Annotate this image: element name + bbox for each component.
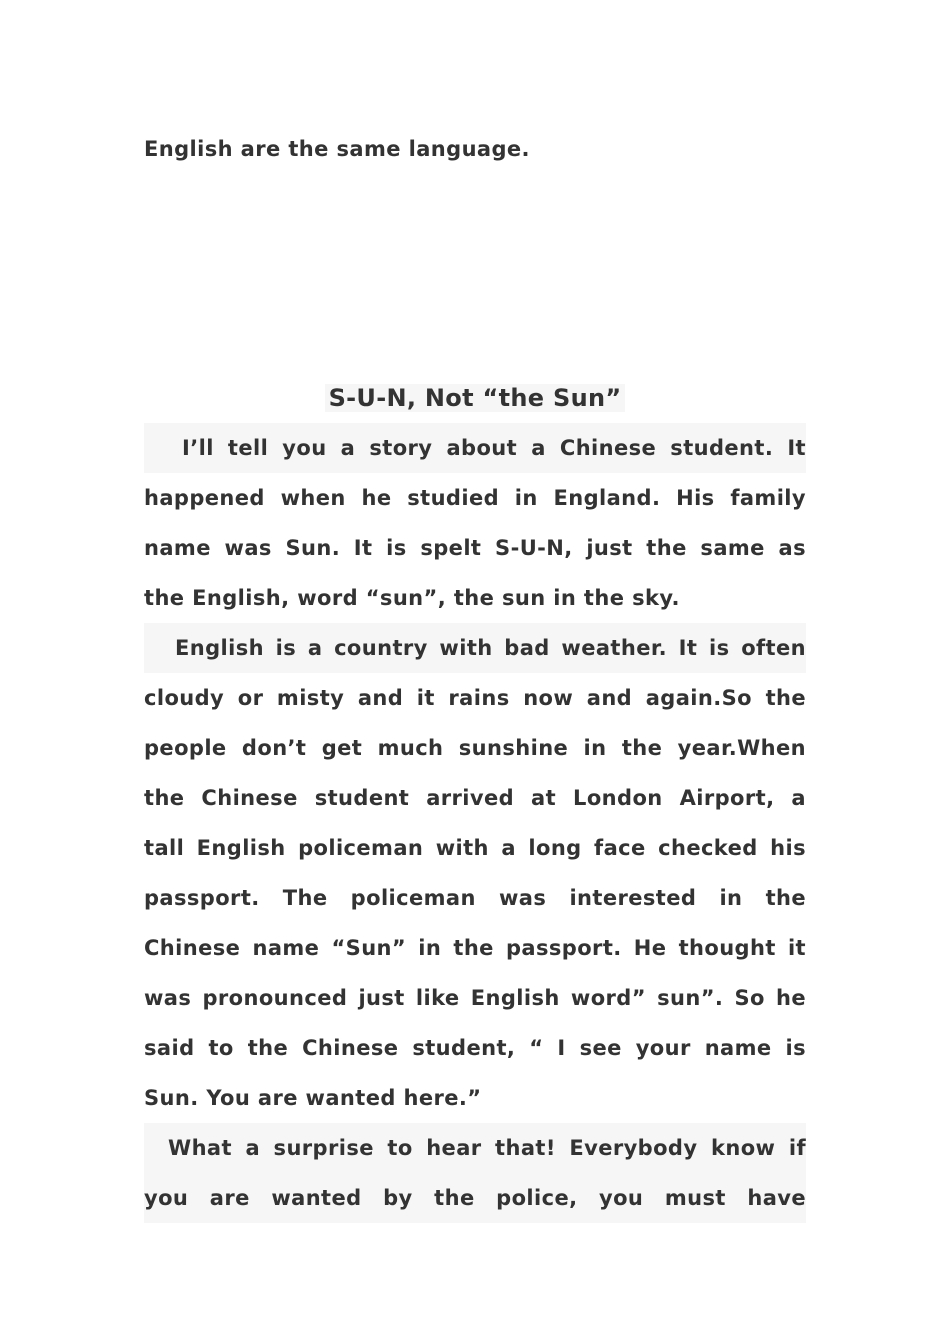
text-line: name was Sun. It is spelt S-U-N, just the same as <box>144 536 806 560</box>
text-line: happened when he studied in England. His family <box>144 486 806 510</box>
text-line: you are wanted by the police, you must have <box>144 1173 806 1223</box>
text-line: cloudy or misty and it rains now and again.So the <box>144 686 806 710</box>
text-line: tall English policeman with a long face checked his <box>144 836 806 860</box>
previous-page-tail <box>144 124 806 174</box>
paragraph-3 <box>144 1123 806 1223</box>
text-line: Sun. You are wanted here.” <box>144 1086 482 1110</box>
text-line: English are the same language. <box>144 137 530 161</box>
text-line: What a surprise to hear that! Everybody know if <box>144 1123 806 1173</box>
story-body <box>144 423 806 1223</box>
text-line: English is a country with bad weather. It is often <box>144 623 806 673</box>
text-line: Chinese name “Sun” in the passport. He thought it <box>144 936 806 960</box>
paragraph-1 <box>144 423 806 623</box>
story-title <box>0 374 950 422</box>
text-line: was pronounced just like English word” sun”. So he <box>144 986 806 1010</box>
text-line: the English, word “sun”, the sun in the sky. <box>144 586 680 610</box>
story-title-text: S-U-N, Not “the Sun” <box>325 384 626 412</box>
text-line: said to the Chinese student, “ I see your name is <box>144 1036 806 1060</box>
text-line: I’ll tell you a story about a Chinese student. It <box>144 423 806 473</box>
text-line: passport. The policeman was interested in the <box>144 886 806 910</box>
text-line: people don’t get much sunshine in the year.When <box>144 736 806 760</box>
paragraph-2 <box>144 623 806 1123</box>
text-line: the Chinese student arrived at London Airport, a <box>144 786 806 810</box>
